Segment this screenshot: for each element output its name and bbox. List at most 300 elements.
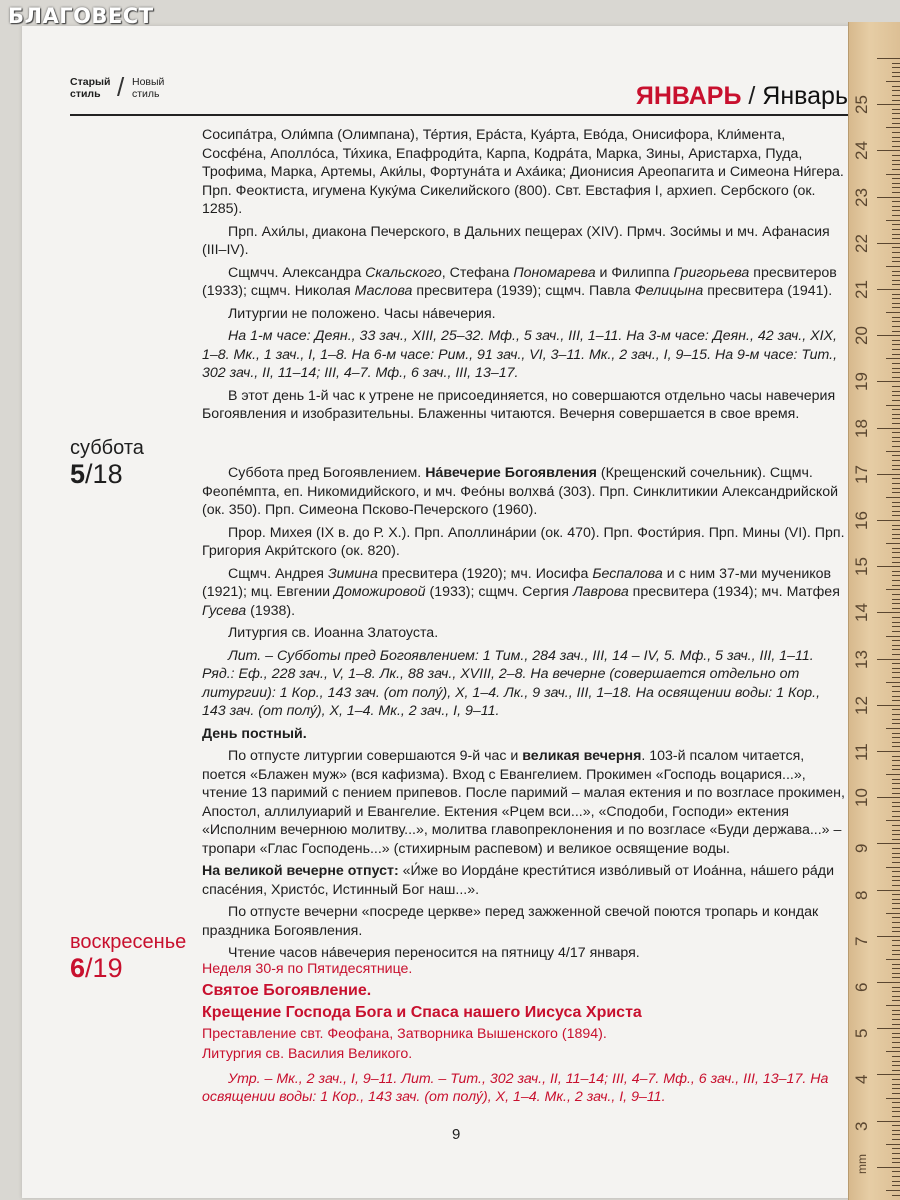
ruler-tick xyxy=(892,876,900,877)
ruler-tick xyxy=(892,280,900,281)
ruler-tick xyxy=(892,793,900,794)
ruler-number: 4 xyxy=(852,1074,871,1085)
ruler-tick xyxy=(892,349,900,350)
ruler-tick xyxy=(892,899,900,900)
ruler-tick xyxy=(892,100,900,101)
sun-feast-subtitle: Крещение Господа Бога и Спаса нашего Иисуса Христа xyxy=(202,1003,642,1021)
old-style-line2: стиль xyxy=(70,88,101,100)
ruler-tick xyxy=(877,612,900,613)
ruler-tick xyxy=(892,640,900,641)
sun-week: Неделя 30-я по Пятидесятнице. xyxy=(202,961,413,977)
ruler-tick xyxy=(886,358,900,359)
ruler-tick xyxy=(892,922,900,923)
ruler-tick xyxy=(877,890,900,891)
ruler-tick xyxy=(892,783,900,784)
ruler-tick xyxy=(892,257,900,258)
ruler-tick xyxy=(892,137,900,138)
ruler-tick xyxy=(892,654,900,655)
ruler-number: 22 xyxy=(852,233,871,253)
ruler-tick xyxy=(892,991,900,992)
ruler-tick xyxy=(892,432,900,433)
ruler-tick xyxy=(892,511,900,512)
ruler-tick xyxy=(892,1158,900,1159)
ruler-tick xyxy=(892,663,900,664)
ruler-tick xyxy=(886,774,900,775)
ruler-tick xyxy=(892,465,900,466)
saints-ahila: Прп. Ахи́лы, диакона Печерского, в Дальних пещерах (XIV). Прмч. Зоси́мы и мч. Афанасия (III–IV). xyxy=(202,223,830,258)
ruler-tick xyxy=(892,123,900,124)
ruler-tick xyxy=(892,1111,900,1112)
ruler-tick xyxy=(892,839,900,840)
ruler-tick xyxy=(892,206,900,207)
sm-g: (1933); сщмч. Сергия xyxy=(425,584,573,600)
ruler-number: 7 xyxy=(852,936,871,946)
ruler-tick xyxy=(877,520,900,521)
ruler-tick xyxy=(892,506,900,507)
ruler-tick xyxy=(892,552,900,553)
ruler-tick xyxy=(877,1074,900,1075)
ruler-tick xyxy=(892,973,900,974)
ruler-number: 15 xyxy=(852,557,871,577)
ruler-tick xyxy=(892,631,900,632)
ruler-tick xyxy=(892,617,900,618)
ruler-tick xyxy=(892,1065,900,1066)
day4-continuation xyxy=(202,126,847,428)
ruler-tick xyxy=(892,372,900,373)
ruler-tick xyxy=(892,1176,900,1177)
ruler-tick xyxy=(892,90,900,91)
ruler-tick xyxy=(892,917,900,918)
sm-h: Лаврова xyxy=(572,584,629,600)
ruler-tick xyxy=(892,455,900,456)
ruler-tick xyxy=(892,950,900,951)
ruler-tick xyxy=(886,405,900,406)
ruler-tick xyxy=(892,756,900,757)
nm-c: , Стефана xyxy=(441,264,514,281)
ruler-tick xyxy=(877,982,900,983)
ruler-tick xyxy=(886,728,900,729)
ruler-tick xyxy=(892,377,900,378)
ruler-tick xyxy=(892,746,900,747)
ruler-tick xyxy=(892,261,900,262)
ruler-tick xyxy=(892,1148,900,1149)
ruler-tick xyxy=(892,483,900,484)
ruler-tick xyxy=(892,183,900,184)
sm-k: (1938). xyxy=(246,602,296,619)
ruler-tick xyxy=(886,589,900,590)
ruler-tick xyxy=(892,294,900,295)
ruler-tick xyxy=(892,645,900,646)
ruler-number: 10 xyxy=(852,788,871,808)
ruler-tick xyxy=(892,954,900,955)
ruler-tick xyxy=(892,811,900,812)
ruler-tick xyxy=(892,1134,900,1135)
page-number: 9 xyxy=(452,1126,461,1143)
header-rule xyxy=(70,114,848,116)
ruler-number: 3 xyxy=(852,1121,871,1131)
ruler-tick xyxy=(877,659,900,660)
ruler-tick xyxy=(892,714,900,715)
ruler-tick xyxy=(886,451,900,452)
ruler-number: 8 xyxy=(852,890,871,900)
new-style-line2: стиль xyxy=(132,88,160,100)
ruler-tick xyxy=(886,1051,900,1052)
ruler-unit: mm xyxy=(855,1154,869,1174)
ruler-tick xyxy=(892,945,900,946)
hours-readings: На 1-м часе: Деян., 33 зач., XIII, 25–32. Мф., 5 зач., III, 1–11. На 3-м часе: Деян., 42 зач., XIX, 1–8. Мк., 1 зач., I, 1–8. На 6-м часе: Рим., 91 зач., VI, 3–11. Мк., 2 зач., I, 9–15. На 9-м часе: Тит., 302 зач., II, 11–14; III, 4–7. Мф., 6 зач., III, 13–17. xyxy=(202,328,838,381)
ruler-number: 14 xyxy=(852,603,871,623)
ruler-number: 25 xyxy=(852,95,871,115)
nm-k: пресвитера (1941). xyxy=(703,283,833,299)
ruler-tick xyxy=(892,760,900,761)
fast-day xyxy=(202,725,847,744)
ruler-number: 19 xyxy=(852,372,871,392)
fast-day-label: День постный. xyxy=(202,725,307,742)
ruler-tick xyxy=(892,622,900,623)
nm-h: Маслова xyxy=(354,283,413,299)
ruler-tick xyxy=(892,1079,900,1080)
ruler-tick xyxy=(892,502,900,503)
ruler-tick xyxy=(892,857,900,858)
ruler-tick xyxy=(892,1171,900,1172)
ruler-tick xyxy=(892,903,900,904)
ruler-tick xyxy=(877,243,900,244)
weekday-label: суббота xyxy=(70,437,144,459)
ruler-tick xyxy=(877,1028,900,1029)
ruler-tick xyxy=(892,109,900,110)
ruler-tick xyxy=(892,1084,900,1085)
ruler-tick xyxy=(892,672,900,673)
ruler-tick xyxy=(892,931,900,932)
ruler-tick xyxy=(886,636,900,637)
saints-list: Сосипа́тра, Оли́мпа (Олимпана), Те́ртия, Ера́ста, Куа́рта, Ево́да, Онисифора, Кли́мента, Сосфе́на, Аполло́са, Ти́хика, Епафроди́та, Карпа, Кодра́та, Марка, Зины, Аристарха, Пуда, Трофима, Марка, Артемы, Аки́лы, Фортуна́та и Аха́ика; Дионисия Ареопагита и Симеона Ни́гера. Прп. Феоктиста, игумена Куку́ма Сикелийского (800). Свт. Евстафия I, архиеп. Сербского (ок. 1285). xyxy=(202,127,844,217)
sat-feast-b: На́вечерие Богоявления xyxy=(425,465,597,481)
nm-e: и Филиппа xyxy=(595,264,674,281)
ruler-tick xyxy=(892,132,900,133)
ruler-tick xyxy=(886,543,900,544)
ruler-tick xyxy=(886,266,900,267)
ruler-tick xyxy=(892,599,900,600)
ruler-tick xyxy=(892,548,900,549)
ruler-tick xyxy=(892,816,900,817)
ruler-tick xyxy=(892,834,900,835)
month-separator: / xyxy=(748,82,756,110)
ruler-tick xyxy=(892,437,900,438)
ruler-tick xyxy=(877,474,900,475)
ruler-tick xyxy=(892,201,900,202)
ruler-tick xyxy=(877,335,900,336)
weekday-label: воскресенье xyxy=(70,931,187,953)
sun-readings: Утр. – Мк., 2 зач., I, 9–11. Лит. – Тит., 302 зач., II, 11–14; III, 4–7. Мф., 6 зач., III, 13–17. На освящении воды: 1 Кор., 143 зач. (от полу́), X, 1–4. Мк., 2 зач., I, 9–11. xyxy=(202,1070,829,1105)
ruler-tick xyxy=(877,936,900,937)
ruler-tick xyxy=(886,220,900,221)
ruler-tick xyxy=(892,977,900,978)
ruler-tick xyxy=(892,788,900,789)
ruler-tick xyxy=(877,751,900,752)
sun-repose: Преставление свт. Феофана, Затворника Вышенского (1894). xyxy=(202,1025,607,1042)
ruler-tick xyxy=(892,677,900,678)
ruler-tick xyxy=(892,853,900,854)
ruler-number: 20 xyxy=(852,326,871,346)
sat-feast-a: Суббота пред Богоявлением. xyxy=(228,465,426,481)
measuring-ruler xyxy=(848,22,900,1200)
ruler-tick xyxy=(877,150,900,151)
ruler-tick xyxy=(892,1010,900,1011)
ruler-tick xyxy=(886,1190,900,1191)
ruler-tick xyxy=(877,1167,900,1168)
month-old: ЯНВАРЬ xyxy=(635,82,742,110)
ruler-tick xyxy=(892,317,900,318)
ruler-tick xyxy=(892,779,900,780)
ruler-tick xyxy=(892,848,900,849)
saturday-text xyxy=(202,464,847,967)
ruler-tick xyxy=(892,696,900,697)
ruler-tick xyxy=(892,626,900,627)
ruler-tick xyxy=(892,76,900,77)
ruler-tick xyxy=(892,562,900,563)
ruler-tick xyxy=(892,229,900,230)
sat-prophet: Прор. Михея (IX в. до Р. Х.). Прп. Аполлина́рии (ок. 470). Прп. Фости́рия. Прп. Мины (VI). Прп. Григория Акри́тского (ок. 820). xyxy=(202,524,845,559)
ruler-tick xyxy=(886,497,900,498)
ruler-tick xyxy=(892,575,900,576)
ruler-tick xyxy=(892,368,900,369)
ruler-tick xyxy=(892,326,900,327)
ruler-tick xyxy=(892,668,900,669)
sm-i: пресвитера (1934); мч. Матфея xyxy=(628,584,840,600)
ruler-tick xyxy=(892,391,900,392)
ruler-tick xyxy=(892,525,900,526)
ruler-tick xyxy=(892,649,900,650)
ruler-tick xyxy=(877,566,900,567)
ruler-tick xyxy=(892,386,900,387)
ruler-tick xyxy=(892,1019,900,1020)
nm-j: Фелицына xyxy=(634,283,704,299)
ruler-tick xyxy=(892,409,900,410)
ruler-tick xyxy=(892,141,900,142)
ruler-tick xyxy=(892,580,900,581)
style-divider: / xyxy=(117,72,125,102)
nm-i: пресвитера (1939); сщмч. Павла xyxy=(412,283,635,299)
ruler-tick xyxy=(892,686,900,687)
sm-f: Доможировой xyxy=(334,584,426,600)
ruler-tick xyxy=(886,81,900,82)
ruler-tick xyxy=(892,155,900,156)
ruler-tick xyxy=(892,160,900,161)
ruler-tick xyxy=(892,603,900,604)
ruler-tick xyxy=(892,354,900,355)
ruler-tick xyxy=(892,492,900,493)
old-date: 6 xyxy=(70,953,86,983)
nm-b: Скальского xyxy=(365,264,442,281)
ruler-tick xyxy=(892,423,900,424)
ruler-tick xyxy=(877,1121,900,1122)
ruler-tick xyxy=(886,867,900,868)
new-martyrs xyxy=(202,264,847,301)
ruler-tick xyxy=(892,1162,900,1163)
ruler-tick xyxy=(892,234,900,235)
ruler-tick xyxy=(886,127,900,128)
old-style-label xyxy=(70,76,110,100)
ruler-tick xyxy=(892,885,900,886)
ruler-tick xyxy=(892,1014,900,1015)
rubric-note: В этот день 1-й час к утрене не присоединяется, но совершаются отдельно часы навечерия Богоявления и изобразительны. Блаженны читаются. Вечерня совершается в свое время. xyxy=(202,387,836,422)
ruler-tick xyxy=(892,178,900,179)
ruler-tick xyxy=(892,1153,900,1154)
ruler-tick xyxy=(892,72,900,73)
nm-a: Сщмчч. Александра xyxy=(228,264,366,281)
ruler-tick xyxy=(892,1139,900,1140)
ruler-number: 9 xyxy=(852,843,871,854)
ruler-tick xyxy=(892,806,900,807)
ruler-tick xyxy=(877,705,900,706)
ruler-tick xyxy=(892,1088,900,1089)
old-date: 5 xyxy=(70,459,86,489)
ruler-tick xyxy=(892,1185,900,1186)
ruler-tick xyxy=(892,529,900,530)
nm-d: Пономарева xyxy=(513,264,596,281)
hours-transfer: Чтение часов на́вечерия переносится на пятницу 4/17 января. xyxy=(228,945,640,961)
sm-e: и с ним 37-ми мучеников (1921); мц. Евгении xyxy=(202,565,832,600)
ruler-tick xyxy=(877,381,900,382)
ruler-number: 12 xyxy=(852,695,871,715)
ruler-tick xyxy=(892,1000,900,1001)
ruler-tick xyxy=(892,594,900,595)
ruler-tick xyxy=(892,146,900,147)
ruler-tick xyxy=(892,908,900,909)
ruler-tick xyxy=(892,1033,900,1034)
ruler-tick xyxy=(892,1042,900,1043)
ruler-tick xyxy=(892,488,900,489)
ruler-number: 21 xyxy=(852,280,871,299)
sat-feast xyxy=(202,464,847,520)
ruler-tick xyxy=(892,1070,900,1071)
ruler-tick xyxy=(892,441,900,442)
ruler-tick xyxy=(892,395,900,396)
ruler-tick xyxy=(892,446,900,447)
ruler-tick xyxy=(892,224,900,225)
ruler-tick xyxy=(892,927,900,928)
ruler-number: 5 xyxy=(852,1028,871,1039)
ruler-tick xyxy=(892,871,900,872)
book-page xyxy=(22,26,872,1198)
ruler-tick xyxy=(892,363,900,364)
troparion-note: По отпусте вечерни «посреде церкве» перед зажженной свечой поются тропарь и кондак праздника Богоявления. xyxy=(202,904,819,939)
old-style-line1: Старый xyxy=(70,76,111,88)
vo-c: . 103-й псалом читается, поется «Блажен муж» (вся кафизма). Вход с Евангелием. Прокимен «Господь воцарися...», чтение 13 паримий с пением припевов. После паримий – малая ектения и по возгласе прокимен, Апостол, аллилуиарий и Евангелие. Ектения «Рцем вси...», «Сподоби, Господи» ектения «Исполним вечернюю молитву...», молитва главопреклонения и по возгласе «Буди держава...» – тропари «Глас Господень...» (стихирным распевом) и великое освящение воды. xyxy=(202,748,845,857)
ruler-tick xyxy=(877,428,900,429)
ruler-tick xyxy=(892,940,900,941)
ruler-tick xyxy=(877,797,900,798)
ruler-number: 6 xyxy=(852,982,871,992)
ruler-tick xyxy=(886,959,900,960)
ruler-tick xyxy=(892,469,900,470)
sm-a: Сщмч. Андрея xyxy=(228,565,328,582)
ruler-tick xyxy=(892,1130,900,1131)
ruler-tick xyxy=(892,1037,900,1038)
ruler-tick xyxy=(886,174,900,175)
ruler-tick xyxy=(892,964,900,965)
ruler-tick xyxy=(892,340,900,341)
ruler-tick xyxy=(892,862,900,863)
ruler-tick xyxy=(886,312,900,313)
ruler-tick xyxy=(892,880,900,881)
new-style-line1: Новый xyxy=(132,76,165,88)
ruler-number: 16 xyxy=(852,511,871,530)
month-new: Январь xyxy=(762,82,848,110)
sm-c: пресвитера (1920); мч. Иосифа xyxy=(377,565,593,582)
ruler-tick xyxy=(892,733,900,734)
site-watermark: БЛАГОВЕСТ xyxy=(8,4,154,28)
ruler-tick xyxy=(892,765,900,766)
date-slash: / xyxy=(85,459,93,489)
ruler-tick xyxy=(892,414,900,415)
ruler-tick xyxy=(892,95,900,96)
sunday-text xyxy=(202,960,847,1109)
ruler-tick xyxy=(892,298,900,299)
ruler-tick xyxy=(892,1024,900,1025)
ruler-tick xyxy=(892,307,900,308)
ruler-tick xyxy=(892,400,900,401)
ruler-tick xyxy=(892,331,900,332)
ruler-tick xyxy=(892,164,900,165)
ruler-tick xyxy=(892,86,900,87)
ruler-tick xyxy=(892,1093,900,1094)
ruler-tick xyxy=(892,215,900,216)
ruler-tick xyxy=(892,737,900,738)
ruler-tick xyxy=(892,271,900,272)
ruler-tick xyxy=(892,210,900,211)
ruler-tick xyxy=(886,1098,900,1099)
ruler-tick xyxy=(877,58,900,59)
ruler-tick xyxy=(892,538,900,539)
ruler-tick xyxy=(892,742,900,743)
new-style-label xyxy=(132,76,164,100)
vespers-dismissal xyxy=(202,862,847,899)
ruler-tick xyxy=(892,968,900,969)
ruler-tick xyxy=(892,1116,900,1117)
nm-f: Григорьева xyxy=(673,264,750,281)
ruler-tick xyxy=(892,987,900,988)
saturday-date xyxy=(70,438,144,488)
ruler-tick xyxy=(877,289,900,290)
ruler-tick xyxy=(892,247,900,248)
ruler-tick xyxy=(886,913,900,914)
new-date: 18 xyxy=(92,459,123,489)
sun-liturgy: Литургия св. Василия Великого. xyxy=(202,1046,413,1062)
ruler-tick xyxy=(892,418,900,419)
ruler-tick xyxy=(892,719,900,720)
new-date: 19 xyxy=(92,953,123,983)
ruler-tick xyxy=(892,67,900,68)
ruler-tick xyxy=(892,709,900,710)
ruler-number: 11 xyxy=(852,743,871,761)
ruler-tick xyxy=(886,1005,900,1006)
date-numbers xyxy=(70,461,144,488)
vd-a: На великой вечерне отпуст: xyxy=(202,863,399,879)
date-numbers xyxy=(70,955,186,982)
ruler-tick xyxy=(892,252,900,253)
sm-d: Беспалова xyxy=(592,565,663,582)
ruler-tick xyxy=(892,723,900,724)
ruler-tick xyxy=(892,118,900,119)
ruler-tick xyxy=(892,802,900,803)
ruler-tick xyxy=(892,557,900,558)
ruler-tick xyxy=(892,63,900,64)
vo-b: великая вечерня xyxy=(522,748,642,764)
ruler-tick xyxy=(892,1125,900,1126)
ruler-tick xyxy=(877,843,900,844)
sat-new-martyrs xyxy=(202,565,847,621)
